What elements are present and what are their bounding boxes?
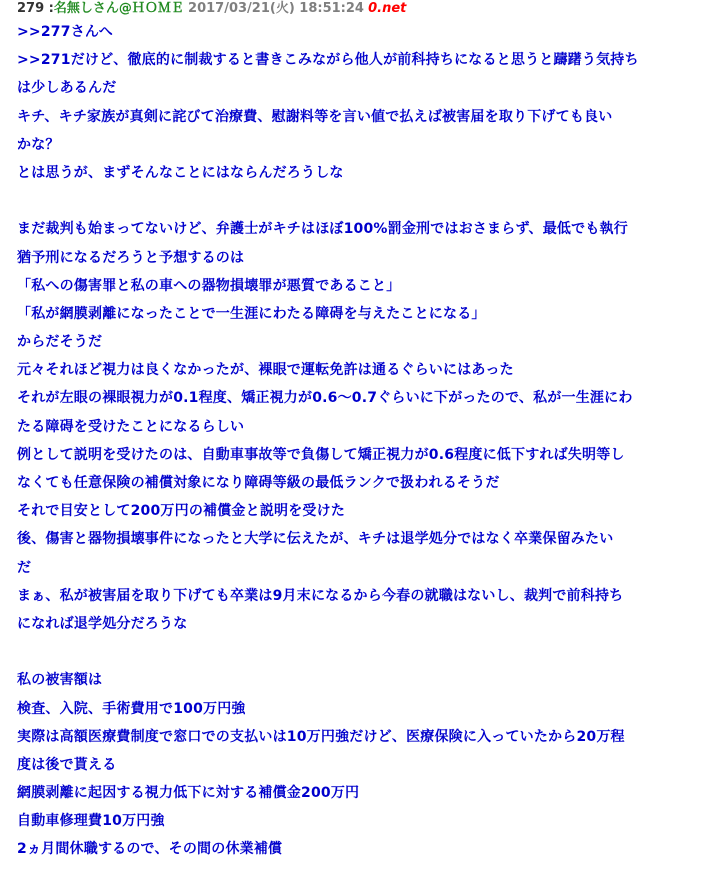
post-date: 2017/03/21(火) 18:51:24 (188, 1, 364, 16)
post-line: 度は後で貰える (17, 756, 117, 773)
post-author-name: 名無しさん@ＨＯＭＥ (53, 1, 184, 16)
post-header (0, 0, 718, 18)
post-line (17, 46, 707, 74)
post-line: だ (17, 559, 32, 576)
post-line: 私の被害額は (17, 672, 103, 689)
blank-line (17, 638, 707, 666)
post-number-separator: : (44, 1, 54, 16)
post-line: とは思うが、まずそんなことにはならんだろうしな (17, 164, 344, 181)
post-line: まぁ、私が被害届を取り下げても卒業は9月末になるから今春の就職はないし、裁判で前科持ち (17, 587, 624, 604)
post-line: それで目安として200万円の補償金と説明を受けた (17, 503, 346, 520)
post-line: 2ヵ月間休職するので、その間の休業補償 (17, 841, 283, 858)
post-line: からだそうだ (17, 334, 103, 351)
post-body (17, 18, 707, 864)
post-line: 検査、入院、手術費用で100万円強 (17, 700, 246, 717)
post-line-text: だけど、徹底的に制裁すると書きこみながら他人が前科持ちになると思うと躊躇う気持ち (70, 52, 639, 69)
post-line: 実際は高額医療費制度で窓口での支払いは10万円強だけど、医療保険に入っていたから20万程 (17, 728, 625, 745)
post-line: たる障碍を受けたことになるらしい (17, 418, 245, 435)
post-line: 「私への傷害罪と私の車への器物損壊罪が悪質であること」 (17, 277, 401, 294)
post-line: それが左眼の裸眼視力が0.1程度、矯正視力が0.6～0.7ぐらいに下がったので、私が一生涯にわ (17, 390, 633, 407)
post-line (17, 18, 707, 46)
post-line-text: さんへ (70, 24, 114, 40)
post-line: 網膜剥離に起因する視力低下に対する補償金200万円 (17, 785, 360, 802)
post-line: は少しあるんだ (17, 80, 117, 97)
blank-line (17, 187, 707, 215)
post-line: 元々それほど視力は良くなかったが、裸眼で運転免許は通るぐらいにはあった (17, 362, 514, 379)
reply-anchor-271[interactable]: >>271 (17, 52, 71, 69)
post-line: 猶予刑になるだろうと予想するのは (17, 249, 245, 266)
post-body-lines (17, 74, 707, 863)
post-line: キチ、キチ家族が真剣に詫びて治療費、慰謝料等を言い値で払えば被害届を取り下げても良い (17, 108, 613, 125)
post-line: 後、傷害と器物損壊事件になったと大学に伝えたが、キチは退学処分ではなく卒業保留みたい (17, 531, 614, 548)
post-line: になれば退学処分だろうな (17, 615, 188, 632)
post-line: 例として説明を受けたのは、自動車事故等で負傷して矯正視力が0.6程度に低下すれば失明等し (17, 446, 625, 463)
post-line: まだ裁判も始まってないけど、弁護士がキチはほぼ100%罰金刑ではおさまらず、最低でも執行 (17, 221, 628, 238)
post-id: 0.net (368, 1, 407, 16)
post-number[interactable]: 279 (17, 1, 45, 16)
reply-anchor-277[interactable]: >>277 (17, 24, 71, 40)
post-line: なくても任意保険の補償対象になり障碍等級の最低ランクで扱われるそうだ (17, 475, 500, 491)
post-line: かな？ (17, 136, 60, 153)
post-line: 自動車修理費10万円強 (17, 813, 165, 830)
post-line: 「私が網膜剥離になったことで一生涯にわたる障碍を与えたことになる」 (17, 305, 486, 322)
